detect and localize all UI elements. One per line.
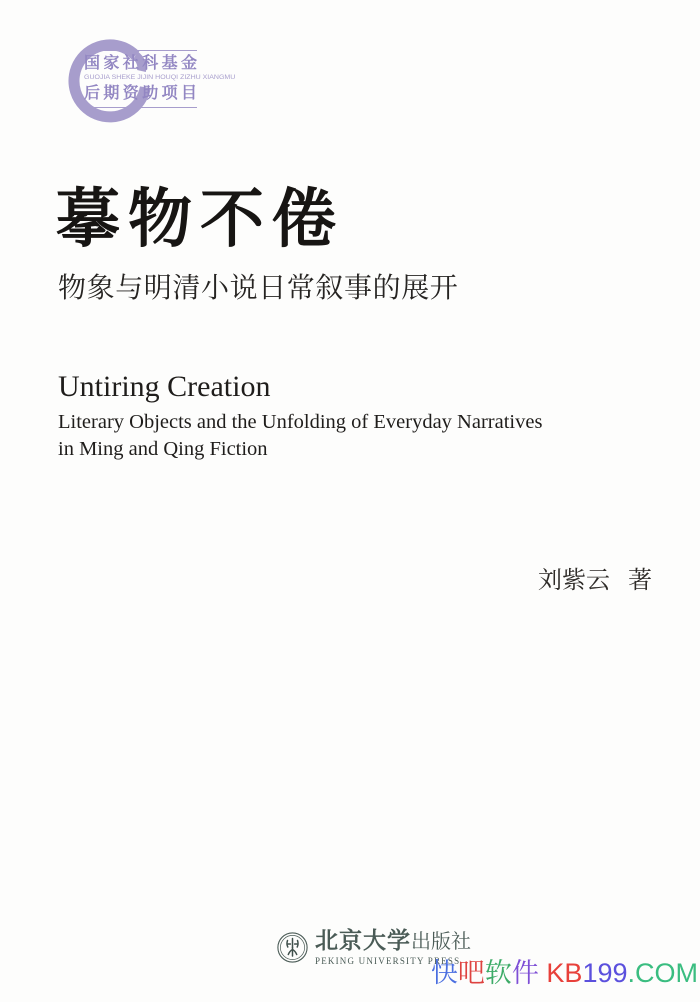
watermark-segment: 快 [430, 958, 458, 988]
publisher-name-zh-rest: 出版社 [411, 931, 471, 953]
watermark-segment: 吧 [457, 958, 485, 988]
author-line [538, 560, 652, 595]
publisher-name-en: PEKING UNIVERSITY PRESS [315, 956, 461, 966]
publisher-name-zh [315, 929, 471, 954]
english-title-block [58, 370, 542, 462]
english-subtitle-line1: Literary Objects and the Unfolding of Everyday Narratives [58, 411, 543, 433]
watermark-segment: 199 [582, 958, 628, 988]
watermark-segment: 件 [511, 958, 539, 988]
watermark [431, 957, 698, 989]
funding-logo-line2: 后期资助项目 [84, 85, 201, 102]
funding-logo-pinyin: GUOJIA SHEKE JIJIN HOUQI ZIZHU XIANGMU [84, 74, 236, 81]
book-title: 摹物不倦 [56, 184, 344, 255]
author-role: 著 [628, 568, 652, 594]
watermark-segment: 软 [484, 958, 512, 988]
funding-logo-line1: 国家社科基金 [84, 55, 201, 72]
english-title: Untiring Creation [58, 370, 271, 403]
funding-project-logo [62, 30, 236, 140]
publisher-name-zh-script: 北京大学 [315, 928, 411, 953]
watermark-segment: .COM [627, 958, 698, 988]
book-subtitle: 物象与明清小说日常叙事的展开 [58, 273, 459, 304]
peking-university-seal-icon [277, 932, 308, 963]
author-name: 刘紫云 [538, 568, 610, 594]
english-subtitle-line2: in Ming and Qing Fiction [58, 437, 268, 460]
funding-logo-text [84, 50, 236, 108]
watermark-segment: KB [546, 958, 583, 988]
english-subtitle [58, 409, 542, 462]
